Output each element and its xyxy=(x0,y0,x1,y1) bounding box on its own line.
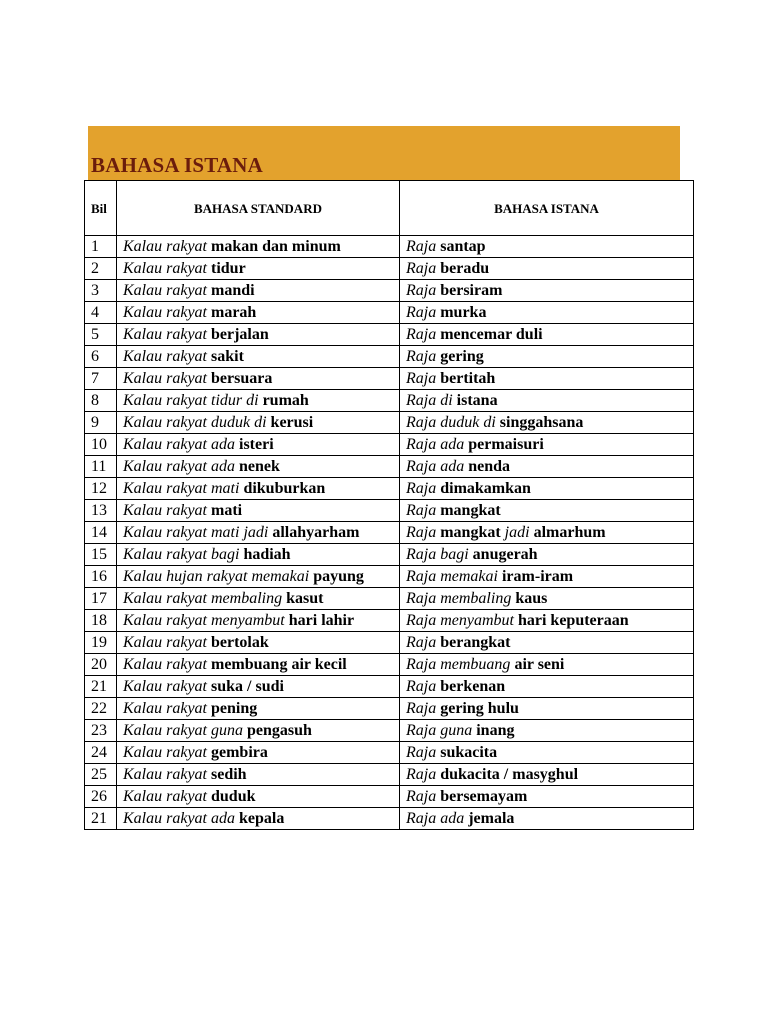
standard-word: hadiah xyxy=(243,546,291,563)
row-number: 14 xyxy=(85,522,117,544)
istana-word: jemala xyxy=(468,810,515,827)
standard-cell xyxy=(117,280,400,302)
standard-phrase: Kalau rakyat membaling xyxy=(123,590,287,607)
row-number: 2 xyxy=(85,258,117,280)
standard-word: kasut xyxy=(286,590,324,607)
table-row xyxy=(85,324,694,346)
standard-phrase: Kalau rakyat duduk di xyxy=(123,414,271,431)
istana-cell xyxy=(400,632,694,654)
standard-word: pening xyxy=(211,700,258,717)
istana-word: santap xyxy=(440,238,486,255)
row-number: 4 xyxy=(85,302,117,324)
header-bahasa-standard: BAHASA STANDARD xyxy=(117,181,400,236)
standard-phrase: Kalau rakyat ada xyxy=(123,810,239,827)
standard-word: marah xyxy=(211,304,257,321)
standard-cell xyxy=(117,258,400,280)
standard-cell xyxy=(117,566,400,588)
table-row xyxy=(85,808,694,830)
istana-word: murka xyxy=(440,304,487,321)
istana-cell xyxy=(400,786,694,808)
standard-word: membuang air kecil xyxy=(211,656,347,673)
standard-word: berjalan xyxy=(211,326,269,343)
istana-word: berangkat xyxy=(440,634,511,651)
istana-word: mangkat xyxy=(440,524,501,541)
standard-cell xyxy=(117,522,400,544)
standard-phrase: Kalau rakyat menyambut xyxy=(123,612,289,629)
istana-word: hari keputeraan xyxy=(517,612,629,629)
standard-cell xyxy=(117,478,400,500)
istana-cell xyxy=(400,544,694,566)
row-number: 17 xyxy=(85,588,117,610)
standard-cell xyxy=(117,654,400,676)
standard-word: bertolak xyxy=(211,634,269,651)
standard-cell xyxy=(117,610,400,632)
istana-phrase: Raja xyxy=(406,700,441,717)
standard-cell xyxy=(117,544,400,566)
standard-cell xyxy=(117,368,400,390)
standard-word: allahyarham xyxy=(272,524,360,541)
istana-cell xyxy=(400,346,694,368)
istana-phrase: Raja xyxy=(406,678,441,695)
istana-phrase: Raja membuang xyxy=(406,656,515,673)
istana-phrase: Raja xyxy=(406,260,441,277)
table-row xyxy=(85,412,694,434)
table-row xyxy=(85,588,694,610)
istana-cell xyxy=(400,720,694,742)
row-number: 10 xyxy=(85,434,117,456)
standard-phrase: Kalau rakyat xyxy=(123,634,211,651)
standard-word: makan dan minum xyxy=(211,238,341,255)
standard-word: hari lahir xyxy=(288,612,355,629)
istana-cell xyxy=(400,390,694,412)
standard-cell xyxy=(117,500,400,522)
standard-word: sakit xyxy=(211,348,244,365)
table-row xyxy=(85,258,694,280)
table-row xyxy=(85,786,694,808)
row-number: 21 xyxy=(85,808,117,830)
header-bil: Bil xyxy=(85,181,117,236)
istana-phrase: Raja xyxy=(406,480,441,497)
standard-cell xyxy=(117,588,400,610)
istana-cell xyxy=(400,742,694,764)
standard-phrase: Kalau rakyat xyxy=(123,304,211,321)
istana-cell xyxy=(400,566,694,588)
standard-cell xyxy=(117,742,400,764)
istana-phrase: Raja xyxy=(406,788,441,805)
standard-phrase: Kalau rakyat xyxy=(123,788,211,805)
istana-phrase: Raja xyxy=(406,766,441,783)
standard-cell xyxy=(117,390,400,412)
row-number: 3 xyxy=(85,280,117,302)
row-number: 6 xyxy=(85,346,117,368)
istana-phrase: Raja xyxy=(406,282,441,299)
istana-word: anugerah xyxy=(472,546,538,563)
standard-word: dikuburkan xyxy=(243,480,326,497)
table-row xyxy=(85,236,694,258)
standard-word: mati xyxy=(211,502,243,519)
row-number: 8 xyxy=(85,390,117,412)
standard-word: isteri xyxy=(239,436,274,453)
standard-word: rumah xyxy=(262,392,309,409)
row-number: 26 xyxy=(85,786,117,808)
table-row xyxy=(85,500,694,522)
istana-cell xyxy=(400,368,694,390)
standard-cell xyxy=(117,764,400,786)
istana-phrase: Raja xyxy=(406,348,441,365)
table-row xyxy=(85,368,694,390)
standard-phrase: Kalau rakyat xyxy=(123,678,211,695)
istana-phrase: Raja di xyxy=(406,392,457,409)
table-row xyxy=(85,434,694,456)
istana-word: sukacita xyxy=(440,744,498,761)
row-number: 15 xyxy=(85,544,117,566)
standard-cell xyxy=(117,412,400,434)
istana-phrase: Raja xyxy=(406,634,441,651)
table-row xyxy=(85,478,694,500)
standard-phrase: Kalau rakyat xyxy=(123,282,211,299)
table-row xyxy=(85,676,694,698)
istana-phrase: Raja membaling xyxy=(406,590,516,607)
standard-word: tidur xyxy=(211,260,246,277)
title-banner xyxy=(88,126,680,180)
istana-phrase: Raja ada xyxy=(406,458,469,475)
table-row xyxy=(85,302,694,324)
istana-word: mangkat xyxy=(440,502,501,519)
istana-word-2: almarhum xyxy=(533,524,606,541)
istana-word: singgahsana xyxy=(499,414,584,431)
standard-word: kerusi xyxy=(270,414,314,431)
istana-word: beradu xyxy=(440,260,490,277)
istana-cell xyxy=(400,258,694,280)
istana-cell xyxy=(400,654,694,676)
table-row xyxy=(85,654,694,676)
table-row xyxy=(85,764,694,786)
vocabulary-table xyxy=(84,180,694,830)
istana-word: kaus xyxy=(515,590,548,607)
istana-phrase: Raja xyxy=(406,304,441,321)
standard-cell xyxy=(117,324,400,346)
istana-phrase: Raja ada xyxy=(406,436,469,453)
istana-phrase: Raja xyxy=(406,524,441,541)
row-number: 16 xyxy=(85,566,117,588)
standard-phrase: Kalau rakyat ada xyxy=(123,458,239,475)
istana-word: dimakamkan xyxy=(440,480,531,497)
table-row xyxy=(85,698,694,720)
standard-phrase: Kalau rakyat tidur di xyxy=(123,392,263,409)
istana-word: mencemar duli xyxy=(440,326,543,343)
standard-cell xyxy=(117,632,400,654)
istana-phrase: Raja xyxy=(406,502,441,519)
row-number: 11 xyxy=(85,456,117,478)
istana-phrase: Raja guna xyxy=(406,722,477,739)
standard-word: suka / sudi xyxy=(211,678,284,695)
standard-cell xyxy=(117,434,400,456)
istana-word: air seni xyxy=(514,656,565,673)
istana-cell xyxy=(400,764,694,786)
table-row xyxy=(85,280,694,302)
istana-word: inang xyxy=(476,722,515,739)
row-number: 13 xyxy=(85,500,117,522)
standard-phrase: Kalau rakyat xyxy=(123,326,211,343)
istana-word: berkenan xyxy=(440,678,506,695)
row-number: 1 xyxy=(85,236,117,258)
istana-phrase: Raja menyambut xyxy=(406,612,518,629)
istana-word: bertitah xyxy=(440,370,496,387)
row-number: 5 xyxy=(85,324,117,346)
istana-cell xyxy=(400,522,694,544)
table-row xyxy=(85,742,694,764)
standard-cell xyxy=(117,236,400,258)
istana-cell xyxy=(400,588,694,610)
istana-word: iram-iram xyxy=(501,568,574,585)
table-row xyxy=(85,544,694,566)
row-number: 7 xyxy=(85,368,117,390)
istana-phrase: Raja xyxy=(406,238,441,255)
standard-phrase: Kalau rakyat xyxy=(123,370,211,387)
standard-cell xyxy=(117,720,400,742)
standard-word: duduk xyxy=(211,788,256,805)
row-number: 12 xyxy=(85,478,117,500)
istana-cell xyxy=(400,280,694,302)
standard-phrase: Kalau rakyat ada xyxy=(123,436,239,453)
standard-word: sedih xyxy=(211,766,247,783)
row-number: 20 xyxy=(85,654,117,676)
standard-cell xyxy=(117,786,400,808)
istana-word: bersiram xyxy=(440,282,503,299)
standard-word: kepala xyxy=(239,810,285,827)
istana-cell xyxy=(400,434,694,456)
standard-phrase: Kalau rakyat xyxy=(123,700,211,717)
standard-cell xyxy=(117,302,400,324)
istana-word: gering hulu xyxy=(440,700,519,717)
istana-cell xyxy=(400,324,694,346)
standard-word: bersuara xyxy=(211,370,273,387)
standard-phrase: Kalau rakyat mati jadi xyxy=(123,524,273,541)
standard-phrase: Kalau rakyat xyxy=(123,348,211,365)
istana-phrase: Raja ada xyxy=(406,810,469,827)
page-title: BAHASA ISTANA xyxy=(91,153,264,177)
table-row xyxy=(85,390,694,412)
standard-word: payung xyxy=(313,568,364,585)
standard-phrase: Kalau rakyat xyxy=(123,238,211,255)
standard-phrase: Kalau rakyat xyxy=(123,744,211,761)
header-bahasa-istana: BAHASA ISTANA xyxy=(400,181,694,236)
table-header-row xyxy=(85,181,694,236)
table-row xyxy=(85,566,694,588)
standard-phrase: Kalau hujan rakyat memakai xyxy=(123,568,314,585)
standard-phrase: Kalau rakyat xyxy=(123,260,211,277)
standard-phrase: Kalau rakyat xyxy=(123,766,211,783)
istana-cell xyxy=(400,478,694,500)
row-number: 22 xyxy=(85,698,117,720)
standard-phrase: Kalau rakyat xyxy=(123,656,211,673)
istana-phrase: Raja duduk di xyxy=(406,414,500,431)
standard-phrase: Kalau rakyat xyxy=(123,502,211,519)
row-number: 25 xyxy=(85,764,117,786)
istana-word: bersemayam xyxy=(440,788,528,805)
istana-word: gering xyxy=(440,348,484,365)
istana-word: dukacita / masyghul xyxy=(440,766,579,783)
table-body xyxy=(85,236,694,830)
istana-phrase: Raja memakai xyxy=(406,568,502,585)
standard-word: nenek xyxy=(239,458,280,475)
row-number: 18 xyxy=(85,610,117,632)
istana-word: nenda xyxy=(468,458,511,475)
table-row xyxy=(85,720,694,742)
row-number: 24 xyxy=(85,742,117,764)
standard-cell xyxy=(117,456,400,478)
istana-cell xyxy=(400,808,694,830)
istana-phrase: Raja xyxy=(406,744,441,761)
istana-phrase: Raja bagi xyxy=(406,546,473,563)
istana-cell xyxy=(400,698,694,720)
row-number: 9 xyxy=(85,412,117,434)
standard-word: gembira xyxy=(211,744,268,761)
standard-word: pengasuh xyxy=(247,722,312,739)
row-number: 21 xyxy=(85,676,117,698)
istana-phrase-2: jadi xyxy=(500,524,534,541)
standard-phrase: Kalau rakyat guna xyxy=(123,722,247,739)
standard-cell xyxy=(117,808,400,830)
istana-word: istana xyxy=(456,392,498,409)
standard-cell xyxy=(117,676,400,698)
istana-cell xyxy=(400,610,694,632)
row-number: 23 xyxy=(85,720,117,742)
standard-word: mandi xyxy=(211,282,255,299)
istana-cell xyxy=(400,500,694,522)
table-row xyxy=(85,346,694,368)
standard-cell xyxy=(117,346,400,368)
standard-phrase: Kalau rakyat bagi xyxy=(123,546,244,563)
table-row xyxy=(85,522,694,544)
istana-word: permaisuri xyxy=(468,436,544,453)
istana-cell xyxy=(400,456,694,478)
standard-phrase: Kalau rakyat mati xyxy=(123,480,244,497)
istana-phrase: Raja xyxy=(406,370,441,387)
istana-phrase: Raja xyxy=(406,326,441,343)
standard-cell xyxy=(117,698,400,720)
istana-cell xyxy=(400,412,694,434)
istana-cell xyxy=(400,236,694,258)
table-row xyxy=(85,456,694,478)
table-row xyxy=(85,610,694,632)
istana-cell xyxy=(400,302,694,324)
table-row xyxy=(85,632,694,654)
istana-cell xyxy=(400,676,694,698)
row-number: 19 xyxy=(85,632,117,654)
